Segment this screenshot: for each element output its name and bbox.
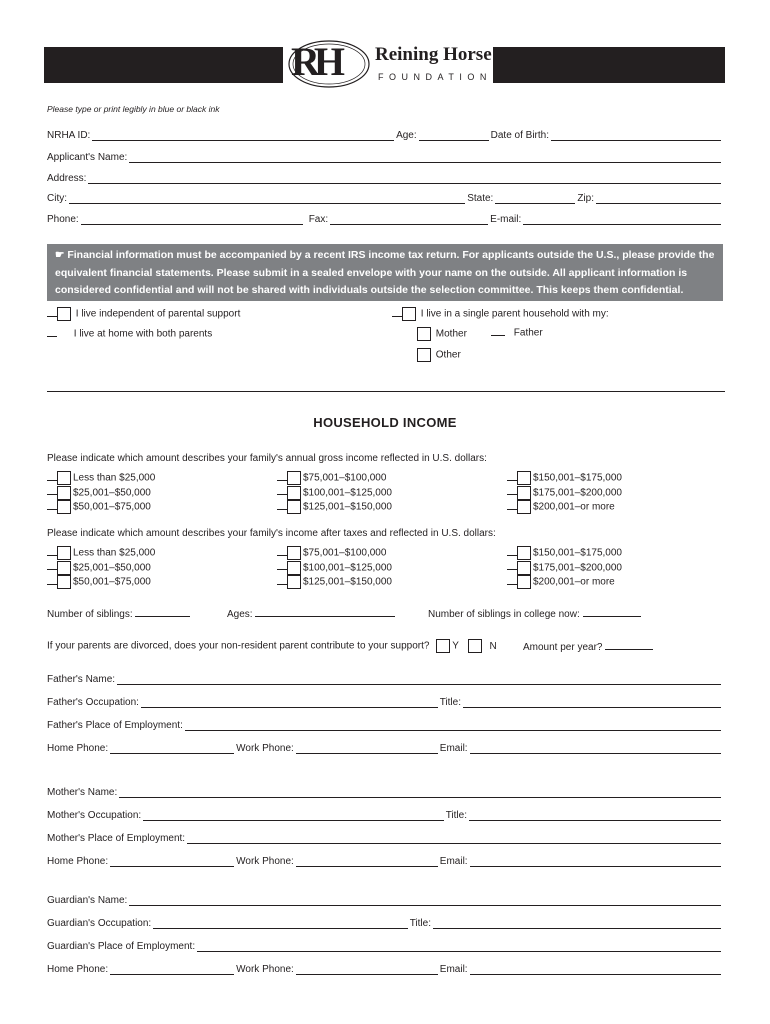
checkbox[interactable] <box>57 328 69 340</box>
checkbox[interactable] <box>505 327 509 339</box>
guardian-occupation-field[interactable] <box>153 919 407 929</box>
guardian-employment-label: Guardian's Place of Employment: <box>47 941 196 952</box>
city-field[interactable] <box>69 194 465 204</box>
guardian-name-field[interactable] <box>129 896 721 906</box>
guardian-occupation-label: Guardian's Occupation: <box>47 918 152 929</box>
ages-label: Ages: <box>227 609 253 620</box>
mother-email-field[interactable] <box>470 857 721 867</box>
college-siblings-row <box>428 606 641 620</box>
amount-field[interactable] <box>605 639 653 650</box>
header-bar-right <box>492 47 725 83</box>
mother-work-phone-field[interactable] <box>296 857 438 867</box>
father-name-label: Father's Name: <box>47 674 116 685</box>
option-label: Mother <box>435 328 467 340</box>
father-email-field[interactable] <box>470 744 721 754</box>
mother-employment-row <box>47 833 723 844</box>
pointing-hand-icon: ☛ <box>55 249 65 261</box>
age-label: Age: <box>396 130 417 141</box>
guardian-email-field[interactable] <box>470 965 721 975</box>
option-other[interactable] <box>417 348 461 362</box>
guardian-name-label: Guardian's Name: <box>47 895 128 906</box>
guardian-name-row <box>47 895 723 906</box>
applicant-row-4 <box>47 193 723 204</box>
mother-occupation-field[interactable] <box>143 811 444 821</box>
nrha-id-label: NRHA ID: <box>47 130 91 141</box>
gross-income-prompt: Please indicate which amount describes your family's annual gross income reflected in U.S. dollars: <box>47 453 487 464</box>
logo-sub: FOUNDATION <box>378 72 492 82</box>
option-label: Father <box>513 327 543 339</box>
guardian-home-phone-field[interactable] <box>110 965 234 975</box>
email-field[interactable] <box>523 215 721 225</box>
option-label: I live in a single parent household with my: <box>420 308 609 320</box>
address-label: Address: <box>47 173 87 184</box>
mother-occupation-row <box>47 810 723 821</box>
applicant-name-field[interactable] <box>129 153 721 163</box>
city-label: City: <box>47 193 67 204</box>
financial-notice <box>47 244 723 301</box>
guardian-employment-row <box>47 941 723 952</box>
college-siblings-field[interactable] <box>583 606 641 617</box>
state-label: State: <box>467 193 494 204</box>
father-email-label: Email: <box>439 743 468 754</box>
father-occupation-row <box>47 697 723 708</box>
dob-field[interactable] <box>551 131 721 141</box>
yes-label: Y <box>452 640 459 652</box>
option-label: I live independent of parental support <box>75 308 241 320</box>
father-phone-row <box>47 743 723 754</box>
option-independent[interactable] <box>47 307 240 321</box>
mother-name-row <box>47 787 723 798</box>
checkbox[interactable] <box>417 348 431 362</box>
father-employment-row <box>47 720 723 731</box>
phone-field[interactable] <box>81 215 303 225</box>
age-field[interactable] <box>419 131 489 141</box>
option-mother[interactable] <box>417 327 467 341</box>
net-col-2: $75,001–$100,000 $100,001–$125,000 $125,001–$150,000 <box>277 546 392 590</box>
amount-row <box>523 639 653 653</box>
net-col-3: $150,001–$175,000 $175,001–$200,000 $200,001–or more <box>507 546 622 590</box>
guardian-phone-row <box>47 964 723 975</box>
option-label: I live at home with both parents <box>73 328 213 340</box>
mother-title-label: Title: <box>445 810 467 821</box>
father-name-field[interactable] <box>117 675 721 685</box>
applicant-row-5 <box>47 214 723 225</box>
siblings-field[interactable] <box>135 606 190 617</box>
guardian-employment-field[interactable] <box>197 942 721 952</box>
mother-phone-row <box>47 856 723 867</box>
divorced-row <box>47 639 497 653</box>
siblings-label: Number of siblings: <box>47 609 133 620</box>
applicant-name-label: Applicant's Name: <box>47 152 128 163</box>
option-label: Other <box>435 349 461 361</box>
option-single-parent[interactable] <box>392 307 609 321</box>
net-col-1: Less than $25,000 $25,001–$50,000 $50,001–$75,000 <box>47 546 155 590</box>
zip-field[interactable] <box>596 194 721 204</box>
option-father[interactable] <box>491 327 543 339</box>
guardian-work-phone-label: Work Phone: <box>236 964 294 975</box>
net-income-prompt: Please indicate which amount describes your family's income after taxes and reflected in U.S. dollars: <box>47 528 496 539</box>
dob-label: Date of Birth: <box>490 130 549 141</box>
applicant-row-3 <box>47 173 723 184</box>
mother-home-phone-label: Home Phone: <box>47 856 109 867</box>
guardian-email-label: Email: <box>439 964 468 975</box>
option-both-parents[interactable] <box>47 328 212 340</box>
father-employment-field[interactable] <box>185 721 721 731</box>
father-home-phone-label: Home Phone: <box>47 743 109 754</box>
ages-field[interactable] <box>255 606 395 617</box>
mother-work-phone-label: Work Phone: <box>236 856 294 867</box>
mother-email-label: Email: <box>439 856 468 867</box>
applicant-row-1 <box>47 130 723 141</box>
mother-employment-label: Mother's Place of Employment: <box>47 833 186 844</box>
address-field[interactable] <box>88 174 721 184</box>
siblings-row <box>47 606 190 620</box>
father-name-row <box>47 674 723 685</box>
checkbox[interactable] <box>417 327 431 341</box>
college-siblings-label: Number of siblings in college now: <box>428 609 580 620</box>
gross-col-3: $150,001–$175,000 $175,001–$200,000 $200,001–or more <box>507 471 622 515</box>
zip-label: Zip: <box>577 193 594 204</box>
mother-name-label: Mother's Name: <box>47 787 118 798</box>
guardian-occupation-row <box>47 918 723 929</box>
email-label: E-mail: <box>490 214 522 225</box>
mother-occupation-label: Mother's Occupation: <box>47 810 142 821</box>
checkbox[interactable] <box>402 307 416 321</box>
father-title-field[interactable] <box>463 698 721 708</box>
father-occupation-label: Father's Occupation: <box>47 697 139 708</box>
father-home-phone-field[interactable] <box>110 744 234 754</box>
guardian-home-phone-label: Home Phone: <box>47 964 109 975</box>
nrha-id-field[interactable] <box>92 131 394 141</box>
fax-field[interactable] <box>330 215 488 225</box>
ages-row <box>227 606 395 620</box>
ink-instruction: Please type or print legibly in blue or black ink <box>47 104 220 114</box>
amount-label: Amount per year? <box>523 642 603 653</box>
father-work-phone-field[interactable] <box>296 744 438 754</box>
fax-label: Fax: <box>308 214 329 225</box>
gross-col-1: Less than $25,000 $25,001–$50,000 $50,001–$75,000 <box>47 471 155 515</box>
no-label: N <box>489 640 497 652</box>
mother-title-field[interactable] <box>469 811 721 821</box>
no-checkbox[interactable] <box>468 639 482 653</box>
header-bar-left <box>44 47 284 83</box>
father-work-phone-label: Work Phone: <box>236 743 294 754</box>
applicant-row-2 <box>47 152 723 163</box>
divorced-question: If your parents are divorced, does your non-resident parent contribute to your support? <box>47 640 430 652</box>
guardian-title-label: Title: <box>409 918 431 929</box>
guardian-work-phone-field[interactable] <box>296 965 438 975</box>
mother-name-field[interactable] <box>119 788 721 798</box>
gross-col-2: $75,001–$100,000 $100,001–$125,000 $125,001–$150,000 <box>277 471 392 515</box>
mother-home-phone-field[interactable] <box>110 857 234 867</box>
logo-name: Reining Horse <box>375 44 492 65</box>
foundation-logo <box>283 34 493 92</box>
phone-label: Phone: <box>47 214 79 225</box>
father-employment-label: Father's Place of Employment: <box>47 720 183 731</box>
section-divider <box>47 391 725 392</box>
notice-text: Financial information must be accompanied by a recent IRS income tax return. For applicants outside the U.S., please provide the equivalent financial statements. Please submit in a sealed envelope with your name on the outside. All applicant information is considered confidential and will not be shared with individuals outside the selection committee. This keeps them confidential. <box>55 249 715 296</box>
checkbox[interactable] <box>57 307 71 321</box>
yes-checkbox[interactable] <box>436 639 450 653</box>
father-title-label: Title: <box>439 697 461 708</box>
guardian-title-field[interactable] <box>433 919 721 929</box>
household-income-heading: HOUSEHOLD INCOME <box>313 415 457 430</box>
state-field[interactable] <box>495 194 575 204</box>
father-occupation-field[interactable] <box>141 698 438 708</box>
mother-employment-field[interactable] <box>187 834 721 844</box>
logo-mark: RH <box>291 39 339 84</box>
